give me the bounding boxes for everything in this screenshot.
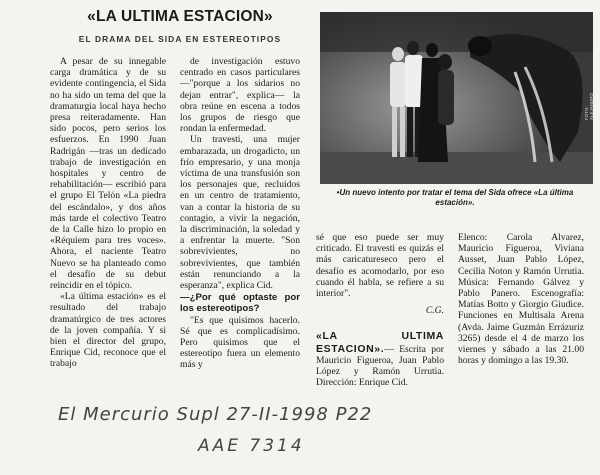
photo-caption: •Un nuevo intento por tratar el tema del Sida ofrece «La última estación».: [336, 188, 574, 207]
author-initials: C.G.: [425, 305, 444, 317]
paragraph: "Es que quisimos hacerlo. Sé que es complicadísimo. Pero quisimos que el estereotipo fuera un elemento más y: [180, 314, 300, 371]
photo-credit: FOTO: ALEJANDRO: [584, 92, 594, 120]
handwritten-archive-code: AAE 7314: [198, 436, 305, 456]
article-column-4: [458, 232, 584, 366]
paragraph: sé que eso puede ser muy criticado. El travesti es quizás el más caricatureseco pero el desafío es acomodarlo, por eso cuando él habla, se refiere a su interior".: [316, 232, 444, 300]
paragraph: «La última estación» es el resultado del trabajo dramatúrgico de tres actores de la joven compañía. Y si bien el director del grupo, Enrique Cid, reconoce que el trabajo: [50, 291, 166, 370]
paragraph: Elenco: Carola Alvarez, Mauricio Figueroa, Viviana Ausset, Juan Pablo López, Cecilia Noton y Ramón Urrutia. Música: Fernando Gálvez y Pablo Panero. Escenografía: Matías Botto y Giorgio Giudice. Funciones en Multisala Arena (Avda. Jaime Guzmán Errázuriz 3265) desde el 4 de marzo los viernes y sábado a las 21.00 horas y domingo a las 19.30.: [458, 232, 584, 367]
ficha-credits: — Escrita por Mauricio Figueroa, Juan Pablo López y Ramón Urrutia. Dirección: Enrique Cid.: [316, 343, 444, 389]
article-headline: «LA ULTIMA ESTACION»: [87, 8, 273, 25]
ficha-block: [316, 330, 444, 388]
paragraph: Un travesti, una mujer embarazada, un drogadicto, un frío empresario, y una monja víctima de una transfusión son los personajes que, recluidos en un centro de tratamiento, van a contar la historia de su contagio, a vivir la negación, la discriminación, la soledad y a enfrentar la muerte. "Son sobrevivientes, no sobrevivientes, que también están renunciando a la esperanza", explica Cid.: [180, 134, 300, 292]
paragraph: de investigación estuvo centrado en casos particulares —"porque a los sidarios no dejan entrar", explica— la obra reúne en escena a todos los grupos de riesgo que rondan la enfermedad.: [180, 56, 300, 135]
article-column-1: [50, 56, 166, 370]
article-column-3: [316, 232, 444, 388]
stage-photo: [320, 12, 593, 184]
article-subheadline: EL DRAMA DEL SIDA EN ESTEREOTIPOS: [78, 34, 282, 44]
article-column-2: [180, 56, 300, 371]
interview-question: —¿Por qué optaste por los estereotipos?: [180, 292, 300, 315]
paragraph: A pesar de su innegable carga dramática y de su evidente contingencia, el Sida no ha sido un tema del que la dramaturgia local haya hecho presa reiteradamente. Han sido pocos, pero serios los esfuerzos. En 1990 Juan Radrigán —tras un dedicado trabajo de investigación en hospitales y centro de rehabilitación— escribió para el grupo El Telón «La piedra del escándalo», y dos años más tarde el colectivo Teatro de la Calle hizo lo propio en «Réquiem para tres voces». Ahora, el naciente Teatro Nuevo se ha planteado como el desafío de su debut reincidir en el tópico.: [50, 56, 166, 292]
ficha-title: «LA ULTIMA ESTACION».: [316, 330, 444, 355]
handwritten-source-note: El Mercurio Supl 27-II-1998 P22: [58, 404, 373, 425]
